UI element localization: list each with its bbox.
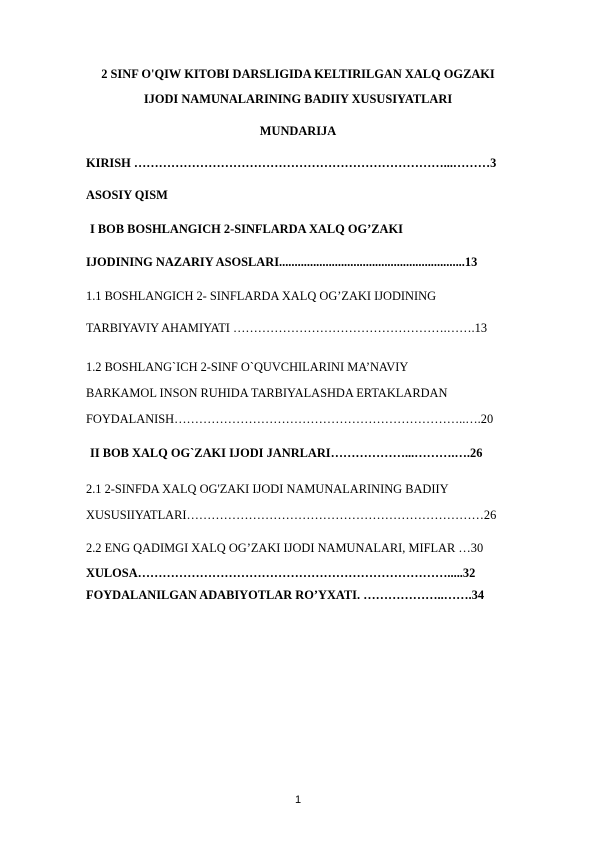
toc-entry-2-2: 2.2 ENG QADIMGI XALQ OG’ZAKI IJODI NAMUNALARI, MIFLAR …30	[86, 541, 484, 555]
toc-entry-bob2: II BOB XALQ OG`ZAKI IJODI JANRLARI………………...……….….26	[90, 446, 483, 460]
toc-entry-1-2-line1: 1.2 BOSHLANG`ICH 2-SINF O`QUVCHILARINI MA’NAVIY	[86, 360, 409, 374]
toc-entry-1-1-line1: 1.1 BOSHLANGICH 2- SINFLARDA XALQ OG’ZAKI IJODINING	[86, 289, 437, 303]
toc-entry-2-1-line1: 2.1 2-SINFDA XALQ OG'ZAKI IJODI NAMUNALARINING BADIIY	[86, 482, 449, 496]
toc-entry-kirish: KIRISH …………………………………………………………………...………3	[86, 156, 497, 170]
toc-entry-1-1-line2: TARBIYAVIY AHAMIYATI …………………………………………….…….13	[86, 321, 488, 335]
toc-entry-1-2-line3: FOYDALANISH……………………………………………………………..….20	[86, 412, 494, 426]
toc-entry-foydalanilgan: FOYDALANILGAN ADABIYOTLAR RO’YXATI. ………………..…….34	[86, 588, 485, 602]
toc-entry-1-2-line2: BARKAMOL INSON RUHIDA TARBIYALASHDA ERTAKLARDAN	[86, 386, 448, 400]
toc-entry-2-1-line2: XUSUSIIYATLARI………………………………………………………………26	[86, 508, 497, 522]
toc-heading: MUNDARIJA	[259, 124, 337, 138]
page-number: 1	[294, 794, 302, 806]
title-line-2: IJODI NAMUNALARINING BADIIY XUSUSIYATLARI	[143, 92, 453, 106]
toc-entry-bob1-line2: IJODINING NAZARIY ASOSLARI............................................................13	[86, 255, 478, 269]
toc-entry-asosiy-qism: ASOSIY QISM	[86, 188, 168, 202]
toc-entry-xulosa: XULOSA………………………………………………………………….....32	[86, 566, 476, 580]
title-line-1: 2 SINF O'QIW KITOBI DARSLIGIDA KELTIRILGAN XALQ OGZAKI	[101, 67, 495, 81]
toc-entry-bob1-line1: I BOB BOSHLANGICH 2-SINFLARDA XALQ OG’ZAKI	[90, 222, 403, 236]
